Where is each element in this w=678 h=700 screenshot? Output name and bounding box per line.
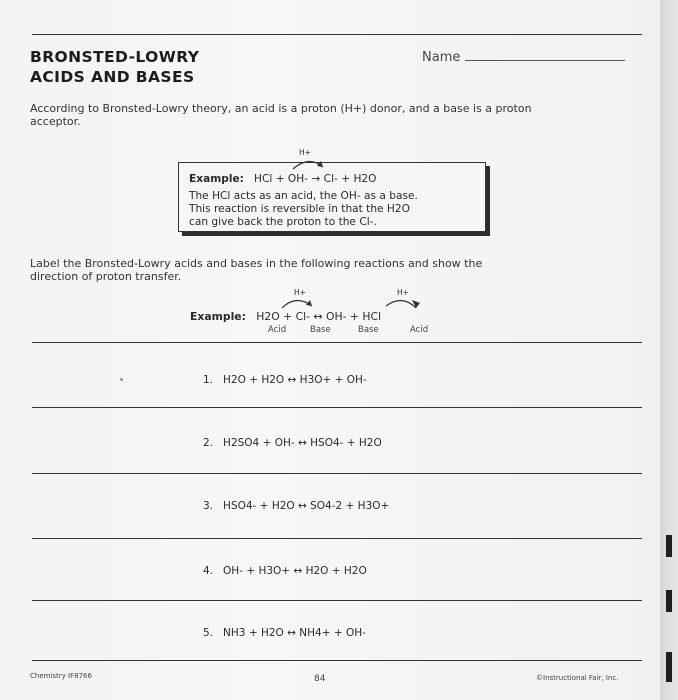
example2-equation: H2O + Cl- ↔ OH- + HCl: [256, 310, 382, 323]
example2-label: Example:: [190, 310, 246, 323]
section-rule: [32, 538, 642, 539]
intro-line1: According to Bronsted-Lowry theory, an acid is a proton (H+) donor, and a base is a proton: [30, 102, 532, 115]
example2-equation-line: [190, 310, 381, 323]
section-rule: [32, 600, 642, 601]
stray-mark: [120, 378, 123, 381]
section-rule: [32, 473, 642, 474]
page-edge-shadow: [660, 0, 678, 700]
edge-mark: [666, 535, 672, 557]
example-label: Example:: [189, 173, 244, 185]
reaction-5: [203, 627, 366, 639]
reaction-number: 5.: [203, 627, 214, 639]
section-rule: [32, 660, 642, 661]
reaction-equation: HSO4- + H2O ↔ SO4-2 + H3O+: [223, 500, 390, 512]
reaction-number: 1.: [203, 374, 214, 386]
name-field[interactable]: [422, 48, 625, 65]
example-equation: HCl + OH- → Cl- + H2O: [254, 173, 377, 185]
footer-right: ©Instructional Fair, Inc.: [536, 674, 619, 682]
footer-left: Chemistry IF8766: [30, 672, 92, 680]
reaction-equation: H2SO4 + OH- ↔ HSO4- + H2O: [223, 437, 382, 449]
reaction-1: [203, 374, 367, 386]
intro-line2: acceptor.: [30, 115, 81, 128]
reaction-number: 2.: [203, 437, 214, 449]
example-desc-line2: This reaction is reversible in that the H2O: [189, 203, 410, 215]
example2-proton-left: H+: [294, 288, 306, 297]
reaction-2: [203, 437, 382, 449]
reaction-equation: OH- + H3O+ ↔ H2O + H2O: [223, 565, 367, 577]
instructions-line2: direction of proton transfer.: [30, 270, 182, 283]
example2-proton-right: H+: [397, 288, 409, 297]
reaction-number: 4.: [203, 565, 214, 577]
example-box: [178, 148, 486, 232]
edge-mark: [666, 652, 672, 682]
edge-mark: [666, 590, 672, 612]
example-desc-line3: can give back the proton to the Cl-.: [189, 216, 377, 228]
example-equation-line: [189, 173, 377, 185]
name-label: Name: [422, 50, 461, 65]
reaction-number: 3.: [203, 500, 214, 512]
section-rule: [32, 407, 642, 408]
reaction-equation: H2O + H2O ↔ H3O+ + OH-: [223, 374, 367, 386]
example-proton-label: H+: [299, 148, 311, 157]
top-rule: [32, 34, 642, 35]
reaction-equation: NH3 + H2O ↔ NH4+ + OH-: [223, 627, 366, 639]
example2-role-4: Acid: [410, 325, 429, 335]
example2-role-2: Base: [310, 325, 331, 335]
instructions-line1: Label the Bronsted-Lowry acids and bases in the following reactions and show the: [30, 257, 483, 270]
reaction-3: [203, 500, 389, 512]
example2-role-3: Base: [358, 325, 379, 335]
page-title-line2: ACIDS AND BASES: [30, 68, 195, 86]
example-desc-line1: The HCl acts as an acid, the OH- as a base.: [189, 190, 418, 202]
section-rule: [32, 342, 642, 343]
name-blank-line[interactable]: [465, 48, 625, 61]
proton-arrow-icon: [289, 157, 329, 171]
page-title-line1: BRONSTED-LOWRY: [30, 48, 200, 66]
reaction-4: [203, 565, 367, 577]
example2-role-1: Acid: [268, 325, 287, 335]
footer-page-number: 84: [314, 674, 326, 684]
